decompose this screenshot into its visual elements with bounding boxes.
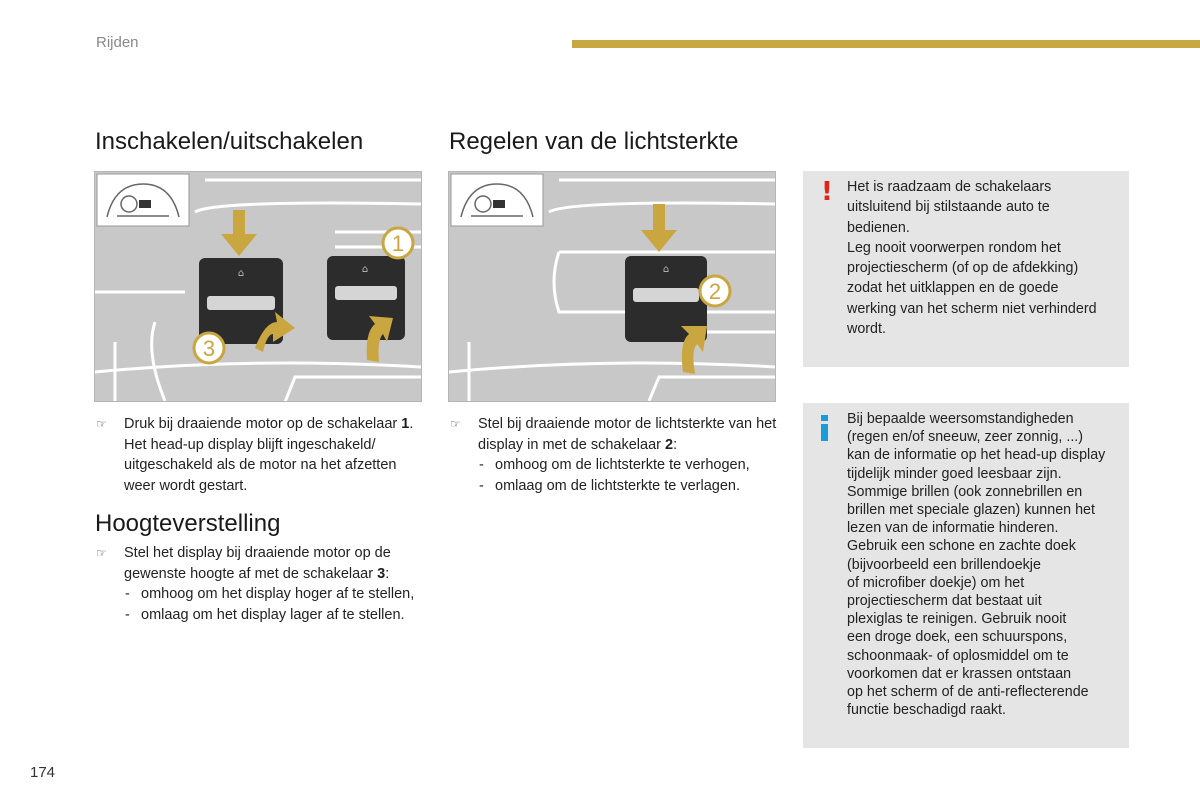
section-title-brightness: Regelen van de lichtsterkte (449, 128, 739, 155)
illustration-brightness-drawing (449, 172, 775, 401)
illustration-onoff-drawing (95, 172, 421, 401)
svg-text:⌂: ⌂ (662, 264, 670, 275)
section-title-onoff: Inschakelen/uitschakelen (95, 128, 364, 155)
brightness-instruction: ☞ Stel bij draaiende motor de lichtsterkte van het display in met de schakelaar 2: - omhoog om de lichtsterkte te verhogen, - omlaag om de lichtsterkte te verlagen. (450, 414, 780, 496)
list-item: - omhoog om de lichtsterkte te verhogen, (479, 457, 750, 473)
svg-text:⌂: ⌂ (361, 264, 369, 275)
list-item: - omhoog om het display hoger af te stellen, (125, 586, 415, 602)
illustration-onoff (94, 171, 422, 402)
list-item: - omlaag om de lichtsterkte te verlagen. (479, 477, 741, 494)
callout-1: 1 (391, 231, 405, 256)
callout-3: 3 (202, 336, 216, 361)
info-note (803, 403, 1129, 748)
callout-2: 2 (708, 279, 722, 304)
illustration-brightness (448, 171, 776, 402)
section-title-height: Hoogteverstelling (95, 510, 281, 537)
pointing-hand-icon: ☞ (96, 417, 107, 431)
svg-text:⌂: ⌂ (237, 268, 245, 279)
pointing-hand-icon: ☞ (450, 417, 461, 431)
section-header: Rijden (96, 34, 139, 51)
onoff-instruction: ☞ Druk bij draaiende motor op de schakelaar 1. Het head-up display blijft ingeschakeld/ uitgeschakeld als de motor na het afzetten weer wordt gestart. (96, 416, 414, 494)
list-item: - omlaag om het display lager af te stellen. (125, 606, 405, 623)
info-text: Bij bepaalde weersomstandigheden (regen en/of sneeuw, zeer zonnig, ...) kan de informatie op het head-up display tijdelijk minder goed leesbaar zijn. Sommige brillen (ook zonnebrillen en brillen met speciale glazen) kunnen het lezen van de informatie hinderen. Gebruik een schone en zachte doek (bijvoorbeeld een brillendoekje of microfiber doekje) om het projectiescherm dat bestaat uit plexiglas te reinigen. Gebruik nooit een droge doek, een schuurspons, schoonmaak- of oplosmiddel om te voorkomen dat er krassen ontstaan op het scherm of de anti-reflecterende functie beschadigd raakt. (847, 411, 1106, 719)
page-number: 174 (30, 764, 56, 781)
exclamation-icon: ! (821, 177, 833, 207)
pointing-hand-icon: ☞ (96, 546, 107, 560)
info-icon (818, 413, 832, 443)
warning-text: Het is raadzaam de schakelaars uitsluitend bij stilstaande auto te bedienen. Leg nooit voorwerpen rondom het projectiescherm (of op de afdekking) zodat het uitklappen en de goede werking van het scherm niet verhinderd wordt. (847, 179, 1097, 338)
header-accent-bar (572, 40, 1200, 48)
warning-note (803, 171, 1129, 367)
height-instruction: ☞ Stel het display bij draaiende motor op de gewenste hoogte af met de schakelaar 3: - omhoog om het display hoger af te stellen, - omlaag om het display lager af te stellen. (96, 543, 426, 625)
